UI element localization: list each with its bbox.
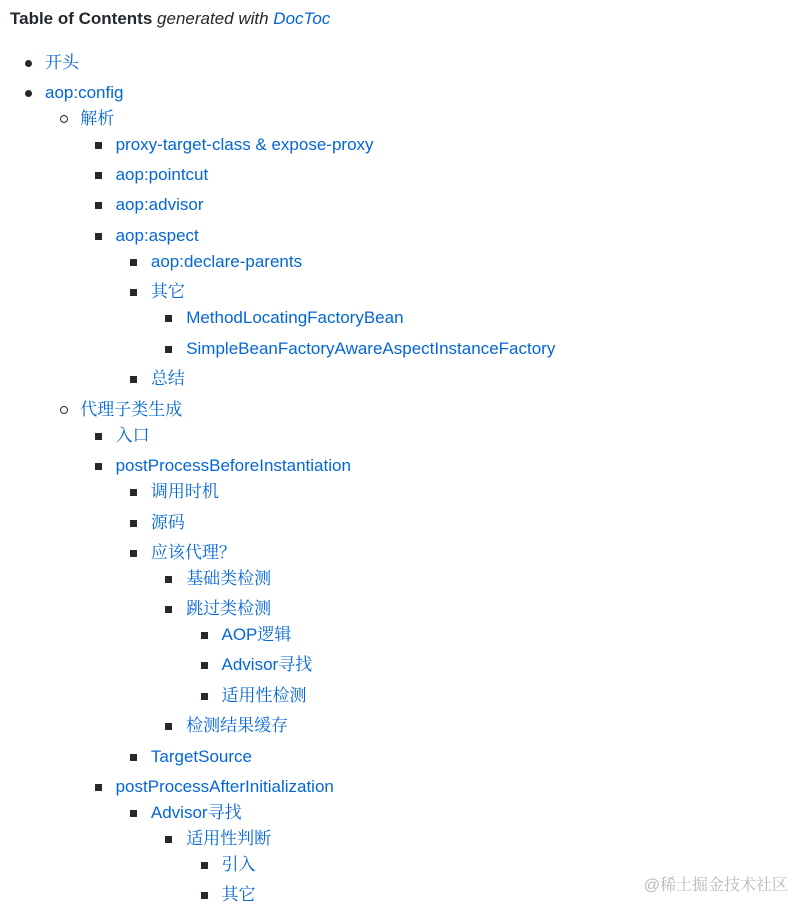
toc-link[interactable]: 解析 [80,109,115,128]
square-bullet-icon [201,662,208,669]
toc-link[interactable]: 适用性判断 [186,829,272,848]
toc-link[interactable]: aop:pointcut [115,165,209,184]
toc-item [151,366,185,392]
toc-link[interactable]: 基础类检测 [186,569,272,588]
toc-link[interactable]: proxy-target-class & expose-proxy [115,135,374,154]
square-bullet-icon [95,784,102,791]
toc-link[interactable]: 其它 [150,282,185,301]
toc-item [222,683,307,709]
toc-link[interactable]: SimpleBeanFactoryAwareAspectInstanceFactory [186,339,556,358]
toc-item [116,223,199,249]
toc-generated-text: generated with [157,9,269,28]
toc-link[interactable]: 其它 [221,885,256,904]
toc-item [151,800,242,826]
toc-link[interactable]: aop:aspect [115,226,199,245]
toc-link[interactable]: 调用时机 [150,482,219,501]
watermark: @稀土掘金技术社区 [643,877,788,894]
square-bullet-icon [95,172,102,179]
square-bullet-icon [95,233,102,240]
toc-item [186,596,271,622]
toc-link[interactable]: 总结 [150,369,185,388]
toc-item [45,50,79,76]
square-bullet-icon [165,723,172,730]
toc-item [222,882,256,908]
toc-link[interactable]: postProcessBeforeInstantiation [115,456,351,475]
toc-item [80,106,114,132]
toc-link[interactable]: aop:advisor [115,195,204,214]
square-bullet-icon [130,520,137,527]
square-bullet-icon [165,606,172,613]
square-bullet-icon [201,892,208,899]
toc-item [186,336,555,362]
toc-item [116,162,209,188]
square-bullet-icon [165,836,172,843]
disc-bullet-icon [25,60,32,67]
square-bullet-icon [130,289,137,296]
circle-bullet-icon [60,406,68,414]
toc-item [151,479,219,505]
toc-link[interactable]: 检测结果缓存 [186,716,289,735]
square-bullet-icon [130,376,137,383]
square-bullet-icon [130,754,137,761]
toc-link[interactable]: 入口 [115,426,150,445]
toc-item [151,744,252,770]
toc-link[interactable]: 适用性检测 [221,686,307,705]
square-bullet-icon [95,202,102,209]
square-bullet-icon [95,433,102,440]
toc-link[interactable]: 引入 [221,855,256,874]
toc-item [116,453,351,479]
square-bullet-icon [165,315,172,322]
toc-item [151,510,185,536]
toc-link[interactable]: Advisor寻找 [150,803,242,822]
toc-item [151,249,302,275]
toc-item [186,713,288,739]
toc-link[interactable]: 开头 [45,53,79,72]
toc-item [116,423,150,449]
toc-item [80,397,182,423]
toc-link[interactable]: 源码 [150,513,185,532]
square-bullet-icon [130,489,137,496]
toc-link[interactable]: Advisor寻找 [221,655,313,674]
toc-link[interactable]: postProcessAfterInitialization [115,777,334,796]
toc-item [222,652,313,678]
square-bullet-icon [130,259,137,266]
square-bullet-icon [201,693,208,700]
circle-bullet-icon [60,115,68,123]
square-bullet-icon [165,346,172,353]
square-bullet-icon [95,463,102,470]
toc-link[interactable]: aop:config [45,83,124,102]
square-bullet-icon [165,576,172,583]
toc-link[interactable]: 代理子类生成 [80,400,183,419]
toc-item [151,279,185,305]
square-bullet-icon [201,862,208,869]
doctoc-link[interactable]: DocToc [273,9,331,28]
square-bullet-icon [130,810,137,817]
toc-link[interactable]: 应该代理？ [150,543,236,562]
toc-item [45,80,123,106]
toc-link[interactable]: AOP逻辑 [221,625,292,644]
toc-link[interactable]: TargetSource [150,747,253,766]
toc-item [116,132,374,158]
toc-title: Table of Contents [10,9,153,28]
toc-item [151,540,236,566]
toc-item [186,305,403,331]
toc-link[interactable]: aop:declare-parents [150,252,303,271]
toc-link[interactable]: MethodLocatingFactoryBean [186,308,404,327]
toc-item [186,826,271,852]
disc-bullet-icon [25,90,32,97]
toc-link[interactable]: 跳过类检测 [186,599,272,618]
toc-item [222,852,256,878]
toc-item [186,566,271,592]
square-bullet-icon [130,550,137,557]
toc-item [116,192,204,218]
toc-item [222,622,292,648]
square-bullet-icon [201,632,208,639]
toc-item [116,774,334,800]
square-bullet-icon [95,142,102,149]
